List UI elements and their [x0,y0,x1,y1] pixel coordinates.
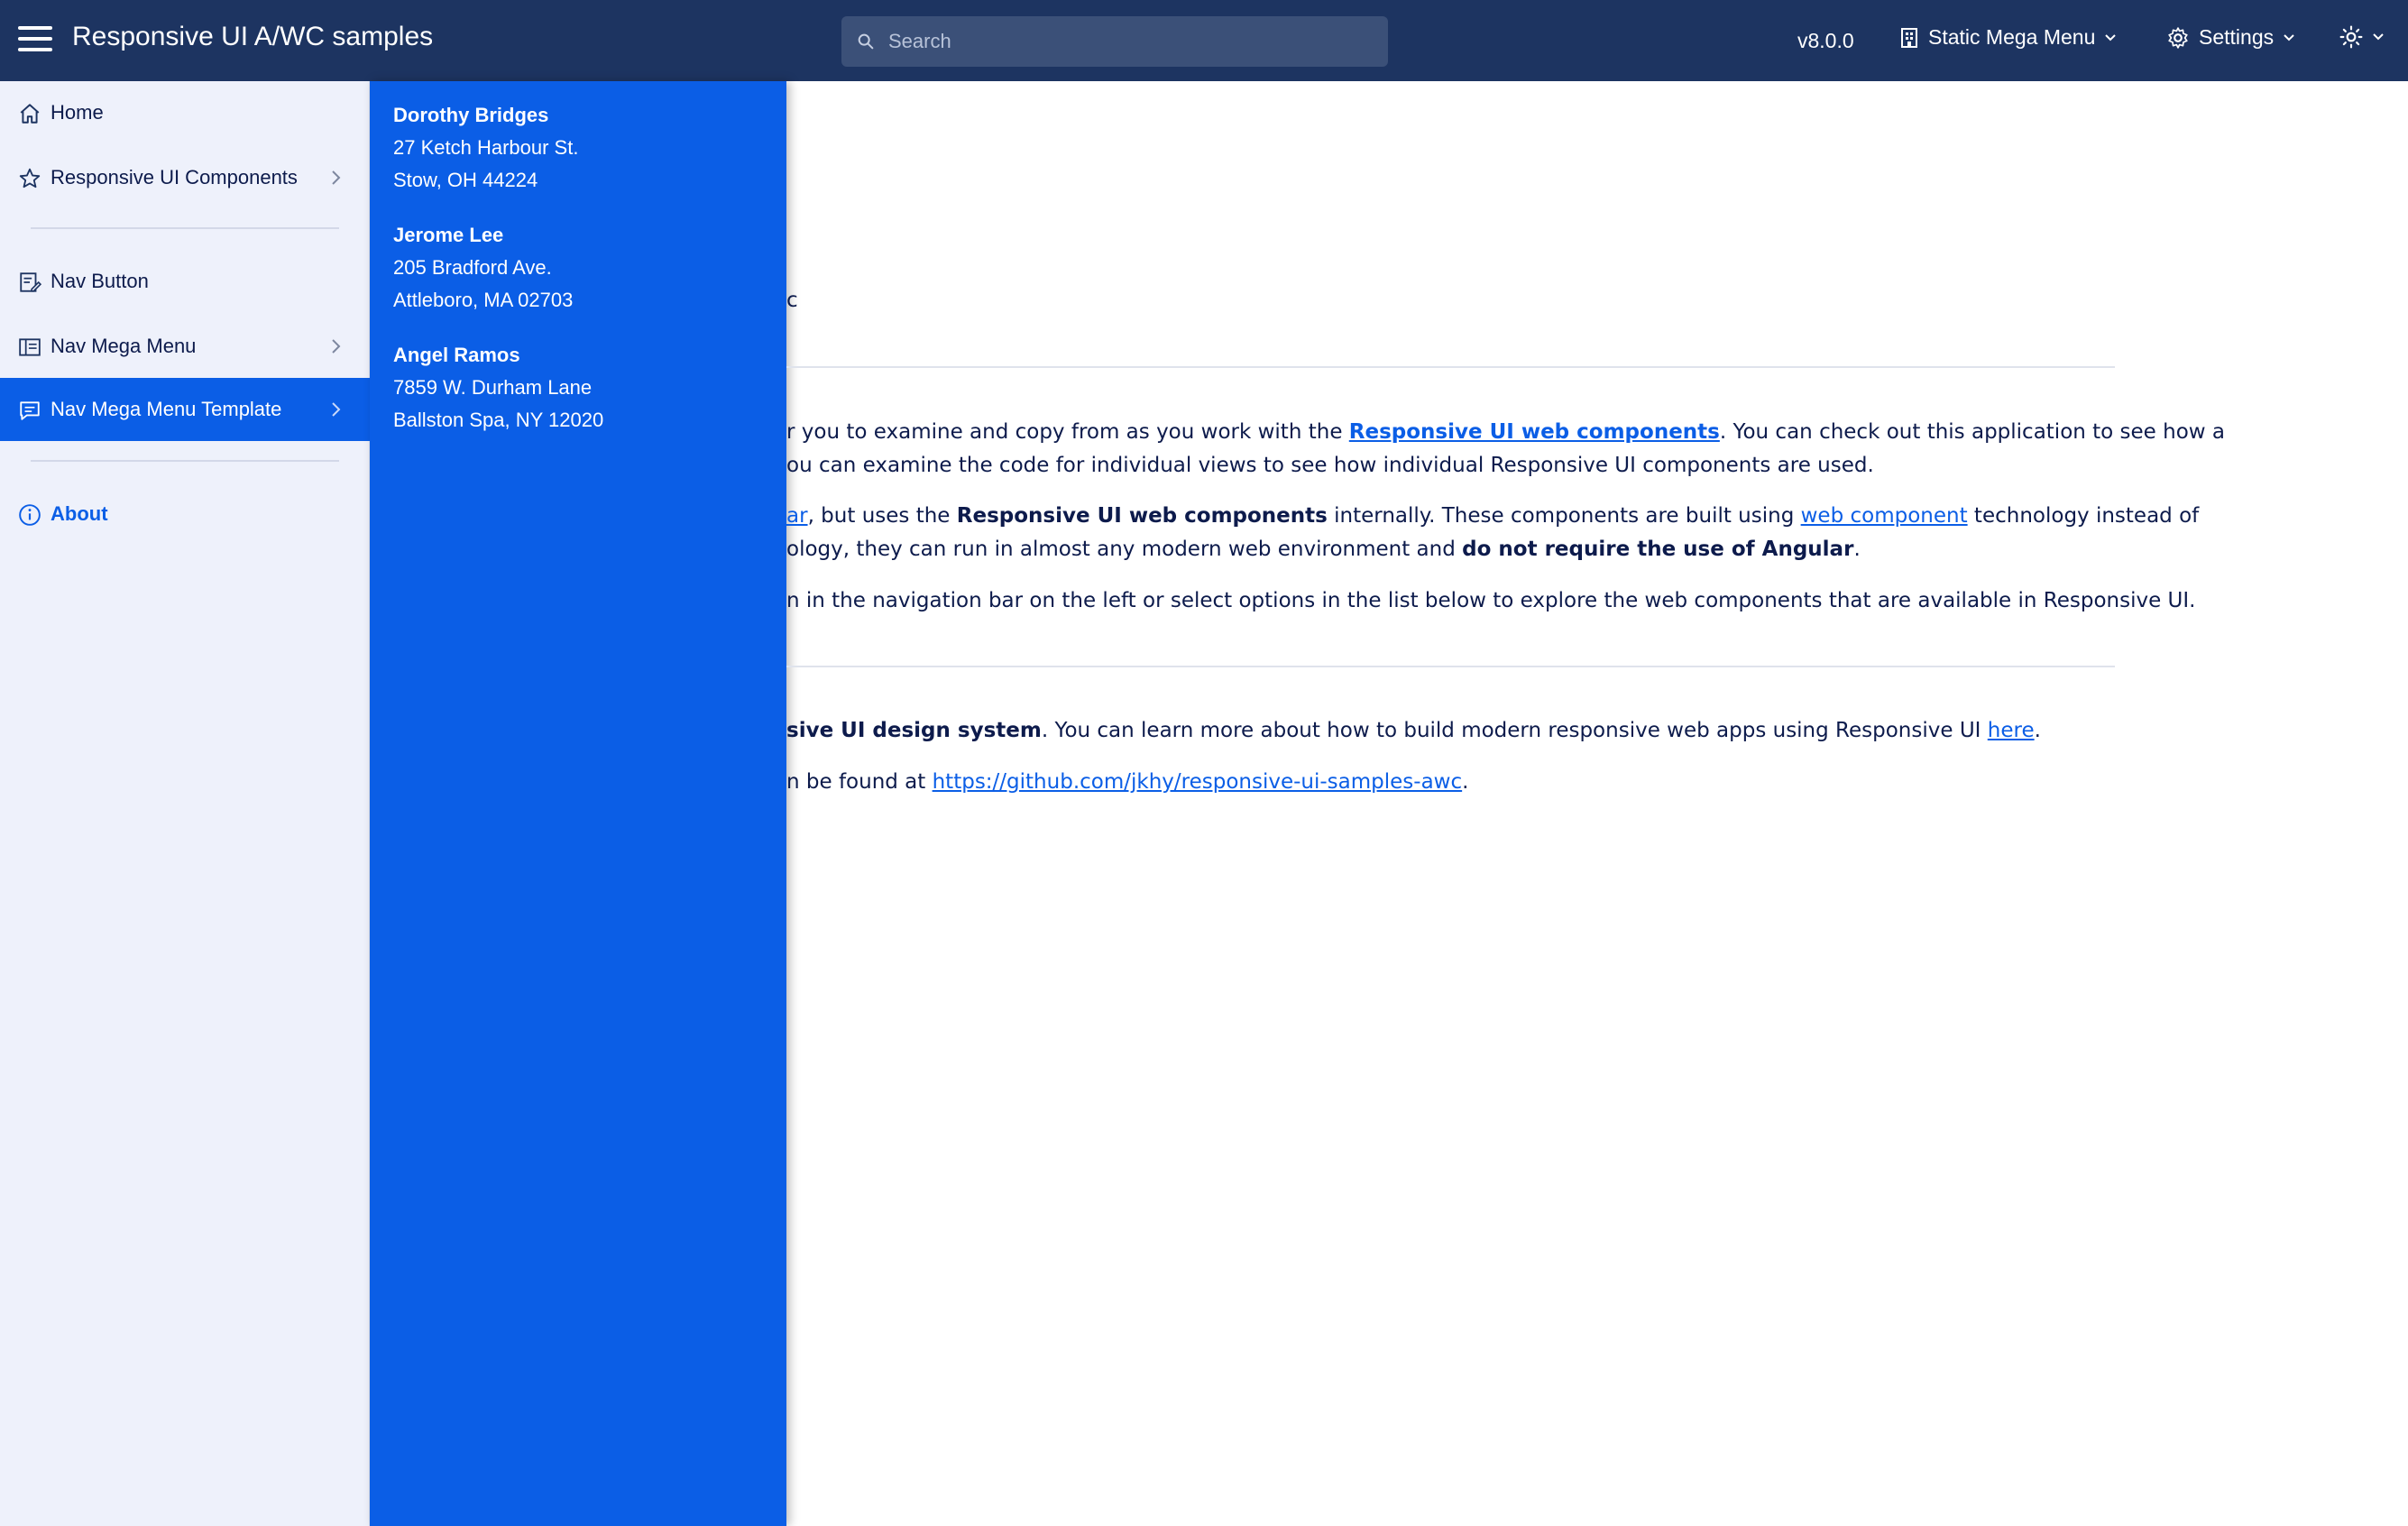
navigation-hint-paragraph: n in the navigation bar on the left or select options in the list below to explore the web components that are available in Responsive UI. [786,589,2196,612]
contact-name: Jerome Lee [393,224,504,246]
chevron-right-icon [326,337,345,355]
mega-menu-flyout [370,81,786,1526]
description-paragraph-line [786,538,1861,561]
sidebar-item-about[interactable] [0,483,370,546]
contact-city: Ballston Spa, NY 12020 [393,409,604,431]
chevron-down-icon [2283,32,2295,44]
paragraph-text: technology instead of [1967,504,2200,528]
search-input[interactable] [888,30,1375,53]
sidebar-item-label: Nav Mega Menu Template [51,398,282,420]
contact-card[interactable] [393,219,573,317]
paragraph-text: . [2034,719,2041,742]
paragraph-text: ology, they can run in almost any modern web environment and [786,538,1463,561]
home-icon [18,102,41,125]
sidebar-item-responsive-ui-components[interactable] [0,146,370,209]
github-repo-link[interactable]: https://github.com/jkhy/responsive-ui-samples-awc [932,770,1463,794]
chevron-right-icon [326,169,345,187]
main-content [786,81,2408,1526]
version-label: v8.0.0 [1797,29,1854,52]
section-divider [786,666,2115,667]
contact-card[interactable] [393,339,603,437]
static-mega-menu-button[interactable] [1899,25,2117,50]
section-divider [786,366,2115,368]
theme-toggle-button[interactable] [2339,25,2385,49]
search-box[interactable] [841,16,1388,67]
settings-button[interactable] [2166,25,2295,50]
paragraph-text: internally. These components are built using [1327,504,1801,528]
sidebar-item-nav-button[interactable] [0,250,370,313]
description-paragraph-line [786,504,2199,528]
github-paragraph [786,770,1468,794]
sidebar-item-label: Home [51,101,104,124]
sidebar-item-label: Responsive UI Components [51,166,298,188]
contact-street: 7859 W. Durham Lane [393,376,593,399]
sidebar-item-label: Nav Button [51,270,149,292]
mega-menu-icon [18,336,41,359]
contact-street: 205 Bradford Ave. [393,256,552,279]
chevron-down-icon [2104,32,2117,44]
intro-paragraph-line [786,420,2225,444]
star-icon [18,167,41,190]
web-component-link[interactable]: web component [1800,504,1968,528]
sidebar-item-label: Nav Mega Menu [51,335,197,357]
paragraph-text: n be found at [786,770,933,794]
partial-heading-text: c [786,289,798,312]
sun-icon [2339,25,2363,49]
sidebar-item-label: About [51,502,108,525]
chevron-down-icon [2372,31,2385,43]
static-mega-menu-label: Static Mega Menu [1928,25,2096,49]
settings-label: Settings [2199,25,2275,49]
building-icon [1899,27,1919,49]
sidebar-item-nav-mega-menu[interactable] [0,315,370,378]
paragraph-text: . [1462,770,1469,794]
paragraph-text: . [1853,538,1861,561]
sidebar-item-home[interactable] [0,81,370,144]
search-icon [856,32,876,51]
edit-list-icon [18,271,41,294]
sidebar-item-nav-mega-menu-template[interactable] [0,378,370,441]
bold-text: sive UI design system [786,719,1042,742]
hamburger-menu-icon[interactable] [18,26,52,55]
here-link[interactable]: here [1987,719,2035,742]
contact-street: 27 Ketch Harbour St. [393,136,579,159]
info-icon [18,503,41,527]
paragraph-text: r you to examine and copy from as you work with the [786,420,1349,444]
contact-card[interactable] [393,99,578,197]
contact-name: Angel Ramos [393,344,520,366]
contact-name: Dorothy Bridges [393,104,549,126]
chevron-right-icon [326,400,345,418]
sidebar-divider [31,460,339,462]
paragraph-text: , but uses the [807,504,957,528]
sidebar-divider [31,227,339,229]
design-system-paragraph [786,719,2041,742]
sidebar-nav [0,81,370,1526]
angular-link[interactable]: ar [786,504,808,528]
app-header [0,0,2408,81]
responsive-ui-web-components-link[interactable]: Responsive UI web components [1348,420,1720,444]
contact-city: Stow, OH 44224 [393,169,538,191]
bold-text: Responsive UI web components [956,504,1328,528]
paragraph-text: . You can learn more about how to build modern responsive web apps using Responsive UI [1041,719,1988,742]
paragraph-text: . You can check out this application to see how a [1719,420,2226,444]
intro-paragraph-line: ou can examine the code for individual views to see how individual Responsive UI components are used. [786,454,1874,477]
app-title: Responsive UI A/WC samples [72,22,434,51]
contact-city: Attleboro, MA 02703 [393,289,574,311]
gear-icon [2166,26,2190,50]
bold-text: do not require the use of Angular [1462,538,1854,561]
chat-icon [18,399,41,422]
